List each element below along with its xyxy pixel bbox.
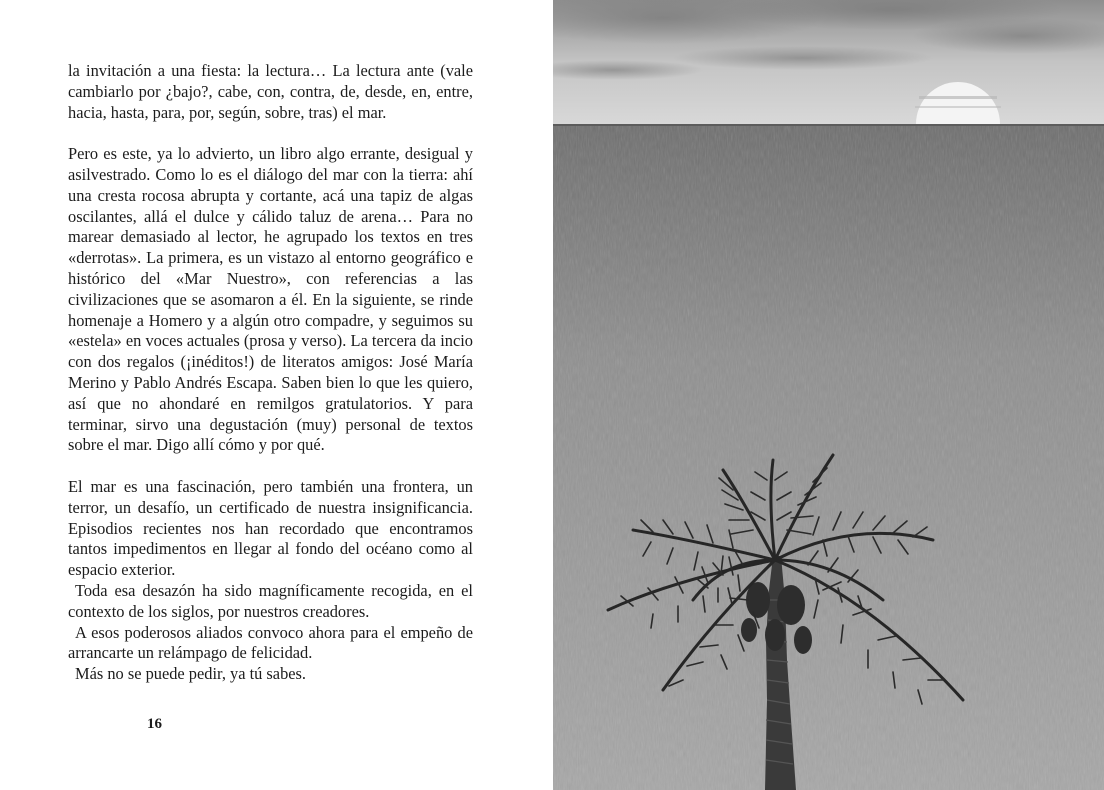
body-text <box>68 61 473 685</box>
paragraph-6: Más no se puede pedir, ya tú sabes. <box>75 664 307 684</box>
page-number: 16 <box>147 716 162 732</box>
paragraph-4: Toda esa desazón ha sido magníficamente recogida, en el contexto de los siglos, por nuestros creadores. <box>68 580 473 621</box>
cloud <box>673 46 933 70</box>
paragraph-3: El mar es una fascinación, pero también una frontera, un terror, un desafío, un certificado de nuestra insignificancia. Episodios recientes nos han recordado que encontramos tantos impedimentos en llegar al fondo del océano como al espacio exterior. <box>68 476 473 580</box>
sunset-sea-palm-photo <box>553 0 1104 790</box>
paragraph-2: Pero es este, ya lo advierto, un libro algo errante, desigual y asilvestrado. Como lo es el diálogo del mar con la tierra: ahí una cresta rocosa abrupta y cortante, acá una tapiz de algas oscilantes, allá el dulce y cálido taluz de arena… Para no marear demasiado al lector, he agrupado los textos en tres «derrotas». La primera, es un vistazo al entorno geográfico e histórico del «Mar Nuestro», con referencias a las civilizaciones que se asomaron a él. En la siguiente, se rinde homenaje a Homero y a algún otro compadre, y seguimos su «estela» en voces actuales (prosa y verso). La tercera da incio con dos regalos (¡inéditos!) de literatos amigos: José María Merino y Pablo Andrés Escapa. Saben bien lo que les quiero, así que no ahondaré en remilgos gratulatorios. Y para terminar, sirvo una degustación (muy) personal de textos sobre el mar. Digo allí cómo y por qué. <box>68 144 473 455</box>
right-page <box>553 0 1104 790</box>
paragraph-1: la invitación a una fiesta: la lectura… La lectura ante (vale cambiarlo por ¿bajo?, cabe, con, contra, de, desde, en, entre, hacia, hasta, para, por, según, sobre, tras) el mar. <box>68 61 473 122</box>
paragraph-5: A esos poderosos aliados convoco ahora para el empeño de arrancarte un relámpago de felicidad. <box>68 622 473 663</box>
